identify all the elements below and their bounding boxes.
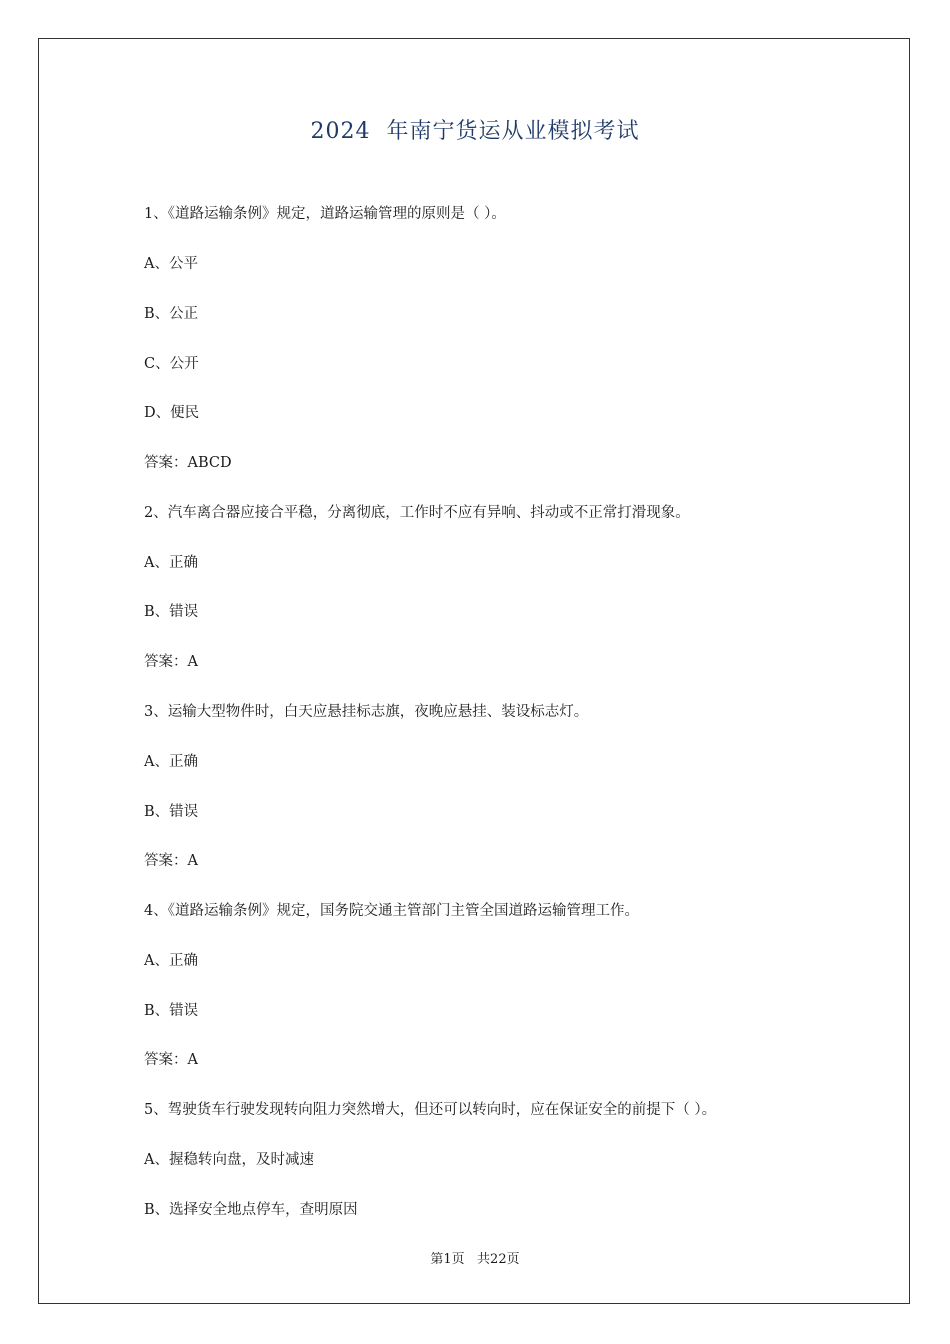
question-5-option-b: B、选择安全地点停车，查明原因 <box>144 1202 358 1218</box>
question-2-option-b: B、错误 <box>144 604 199 620</box>
question-1-option-b: B、公正 <box>144 306 199 322</box>
question-1-stem: 1、《道路运输条例》规定，道路运输管理的原则是（ ）。 <box>144 206 506 222</box>
page-number: 第1页 共22页 <box>430 1252 520 1267</box>
question-4-option-a: A、正确 <box>144 953 198 969</box>
question-2-stem: 2、汽车离合器应接合平稳，分离彻底，工作时不应有异响、抖动或不正常打滑现象。 <box>144 505 690 521</box>
question-4-stem: 4、《道路运输条例》规定，国务院交通主管部门主管全国道路运输管理工作。 <box>144 903 639 919</box>
question-2-option-a: A、正确 <box>144 555 198 571</box>
question-2-answer: 答案：A <box>144 654 198 670</box>
question-3-stem: 3、运输大型物件时，白天应悬挂标志旗，夜晚应悬挂、装设标志灯。 <box>144 704 589 720</box>
question-5-option-a: A、握稳转向盘，及时减速 <box>144 1152 314 1168</box>
question-1-option-a: A、公平 <box>144 256 198 272</box>
question-4-answer: 答案：A <box>144 1052 198 1068</box>
question-3-option-a: A、正确 <box>144 754 198 770</box>
question-4-option-b: B、错误 <box>144 1003 199 1019</box>
question-3-option-b: B、错误 <box>144 804 199 820</box>
question-1-answer: 答案：ABCD <box>144 455 232 471</box>
question-3-answer: 答案：A <box>144 853 198 869</box>
question-1-option-c: C、公开 <box>144 356 199 372</box>
document-title: 2024 年南宁货运从业模拟考试 <box>310 119 640 144</box>
question-5-stem: 5、驾驶货车行驶发现转向阻力突然增大，但还可以转向时，应在保证安全的前提下（ ）。 <box>144 1102 717 1118</box>
question-1-option-d: D、便民 <box>144 405 200 421</box>
